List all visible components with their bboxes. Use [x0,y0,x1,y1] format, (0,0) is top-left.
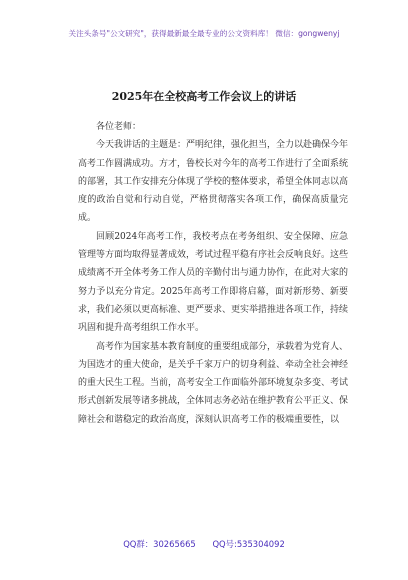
paragraph-1: 今天我讲话的主题是：严明纪律，强化担当，全力以赴确保今年高考工作圆满成功。方才，鲁校长对今年的高考工作进行了全面系统的部署，其工作安排充分体现了学校的整体要求，希望全体同志以高度的政治自觉和行动自觉，严格贯彻落实各项工作，确保高质量完成。 [78,140,349,224]
paragraph-3: 高考作为国家基本教育制度的重要组成部分，承载着为党育人、为国选才的重大使命，是关乎千家万户的切身利益、牵动全社会神经的重大民生工程。当前，高考安全工作面临外部环境复杂多变、考试形式创新发展等诸多挑战，全体同志务必站在维护教育公平正义、保障社会和谐稳定的政治高度，深刻认识高考工作的极端重要性，以 [78,341,349,425]
document-title: 2025年在全校高考工作会议上的讲话 [111,90,297,103]
footer [0,538,408,550]
qq-group: QQ群：30265665 [123,539,196,549]
salutation: 各位老师： [96,122,142,132]
header-note: 关注头条号"公文研究"，获得最新最全最专业的公文资料库！ 微信：gongwenyj [68,29,340,38]
document-body [78,118,348,429]
qq-number: QQ号:535304092 [212,539,285,549]
paragraph-2: 回顾2024年高考工作，我校考点在考务组织、安全保障、应急管理等方面均取得显著成效，考试过程平稳有序社会反响良好。这些成绩离不开全体考务工作人员的辛勤付出与通力协作，在此对大家的努力予以充分肯定。2025年高考工作即将启幕，面对新形势、新要求，我们必须以更高标准、更严要求、更实举措推进各项工作，持续巩固和提升高考组织工作水平。 [78,231,349,334]
